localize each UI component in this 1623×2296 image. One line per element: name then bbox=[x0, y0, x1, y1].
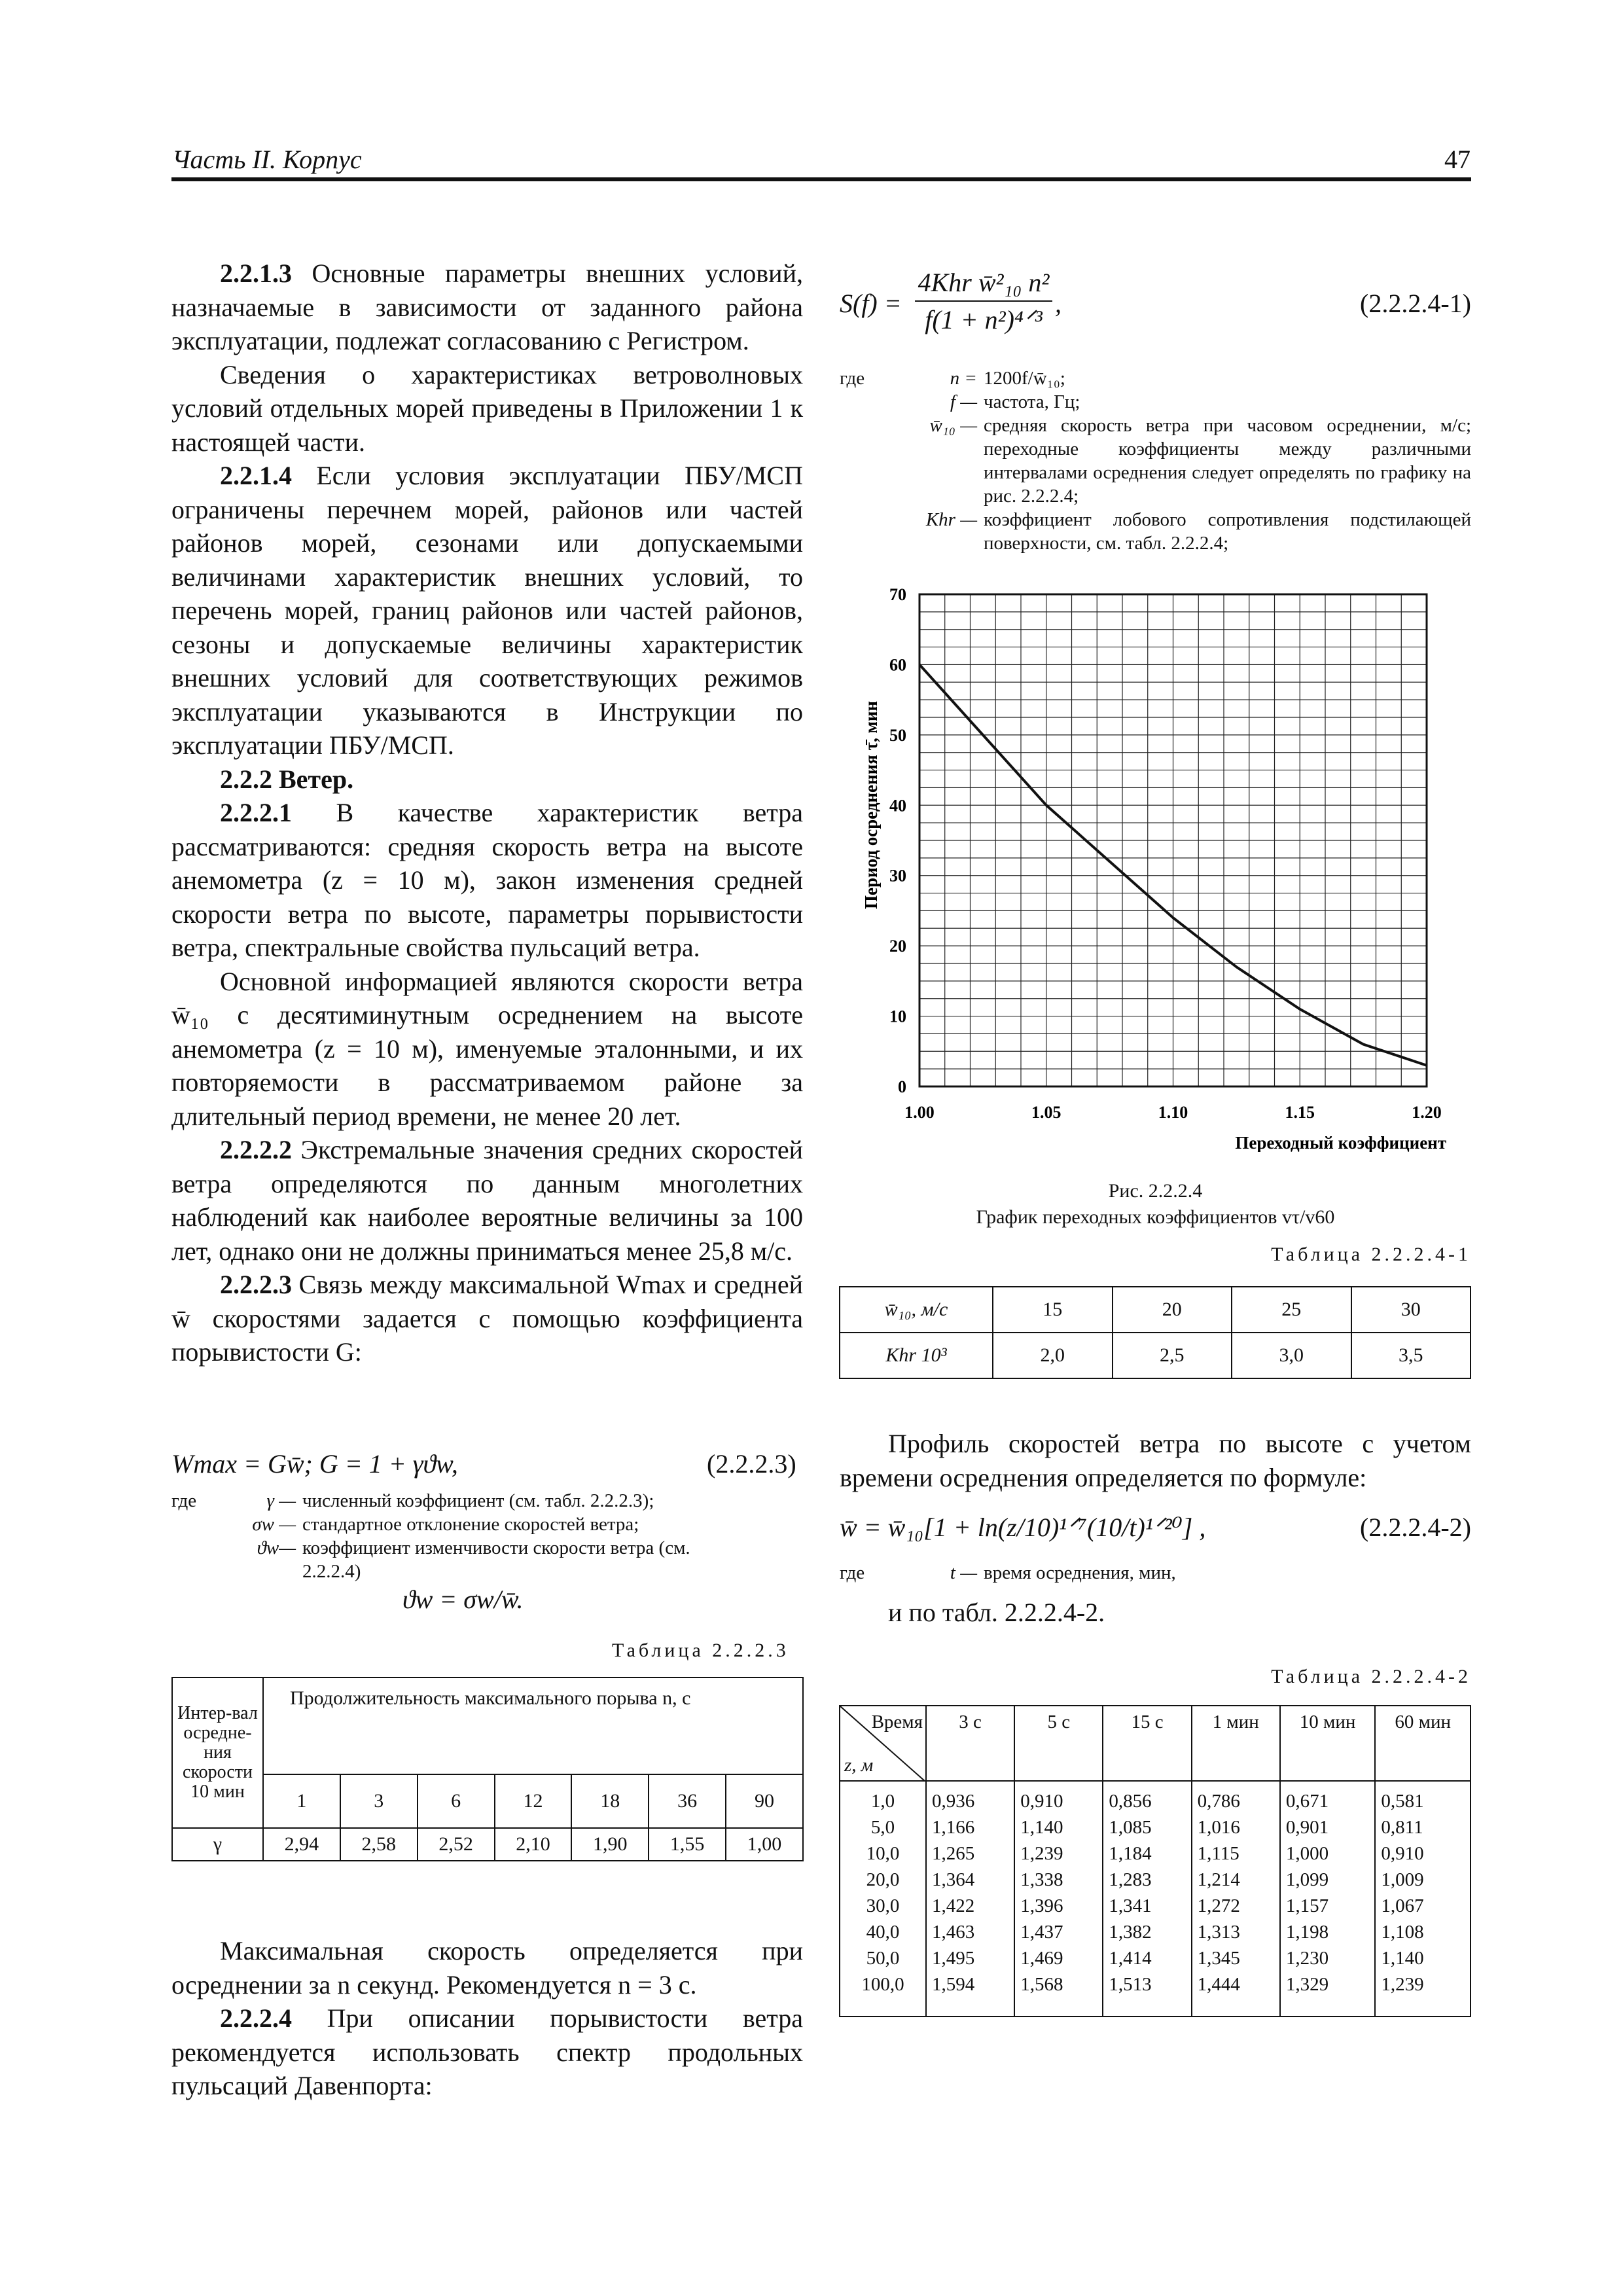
paragraph bbox=[171, 459, 803, 762]
where-block bbox=[840, 1561, 1176, 1585]
averaging-period-chart bbox=[851, 576, 1459, 1152]
table-value: 1,513 bbox=[1109, 1974, 1152, 1995]
figure-title: График переходных коэффициентов vτ/v60 bbox=[976, 1206, 1335, 1228]
header-cell: 18 bbox=[571, 1774, 649, 1828]
table-value: 1,463 bbox=[932, 1922, 975, 1943]
chart-grid bbox=[919, 594, 1427, 1086]
x-tick-label: 1.05 bbox=[1031, 1103, 1061, 1122]
table-column-cell bbox=[1375, 1781, 1471, 2017]
symbol: n = bbox=[950, 368, 977, 389]
row-header: w̄₁₀, м/с bbox=[840, 1287, 993, 1333]
table-value: 1,265 bbox=[932, 1843, 975, 1864]
formula-variability: ϑw = σw/w̄. bbox=[402, 1585, 524, 1614]
table-column-cell bbox=[1280, 1781, 1376, 2017]
table-value: 1,396 bbox=[1020, 1895, 1063, 1916]
table-column-cell bbox=[840, 1781, 926, 2017]
x-tick-label: 1.10 bbox=[1158, 1103, 1188, 1122]
paragraph-text: В качестве характеристик ветра рассматриваются: средняя скорость ветра на высоте анемометра (z = 10 м), закон изменения средней скорости ветра по высоте, параметры порывистости ветра, спектральные свойства пульсаций ветра. bbox=[171, 798, 803, 962]
y-axis-label: Период осреднения τ̄, мин bbox=[861, 701, 881, 909]
formula-tail: , bbox=[1055, 289, 1061, 318]
clause-number: 2.2.1.4 bbox=[220, 461, 292, 490]
paragraph bbox=[171, 1268, 803, 1369]
table-value: 1,000 bbox=[1285, 1843, 1329, 1864]
table-cell: 20 bbox=[1113, 1287, 1232, 1333]
fraction-numerator: 4Khr w̄²₁₀ n² bbox=[918, 268, 1050, 297]
table-value: 1,140 bbox=[1020, 1817, 1063, 1838]
table-value: 0,811 bbox=[1381, 1817, 1423, 1838]
table-value: 0,581 bbox=[1381, 1791, 1424, 1812]
table-value: 10,0 bbox=[866, 1843, 900, 1864]
table-value: 1,444 bbox=[1197, 1974, 1240, 1995]
left-column-bottom bbox=[171, 1934, 803, 2103]
table-value: 1,382 bbox=[1109, 1922, 1152, 1943]
paragraph: Профиль скоростей ветра по высоте с учетом времени осреднения определяется по формуле: bbox=[840, 1429, 1471, 1492]
symbol: f — bbox=[950, 391, 977, 412]
symbol: Khr — bbox=[925, 509, 977, 530]
table-value: 1,313 bbox=[1197, 1922, 1240, 1943]
table-cell: 2,52 bbox=[418, 1828, 495, 1861]
table-value: 1,495 bbox=[932, 1948, 975, 1969]
table-value: 1,198 bbox=[1285, 1922, 1329, 1943]
table-value: 100,0 bbox=[861, 1974, 904, 1995]
table-value: 1,239 bbox=[1381, 1974, 1424, 1995]
table-value: 1,272 bbox=[1197, 1895, 1240, 1916]
table-value: 0,910 bbox=[1020, 1791, 1063, 1812]
table-caption: Таблица 2.2.2.3 bbox=[612, 1640, 789, 1661]
table-value: 1,099 bbox=[1285, 1869, 1329, 1890]
where-label: где bbox=[171, 1490, 197, 1511]
row-label: γ bbox=[172, 1828, 263, 1861]
fraction-denominator: f(1 + n²)⁴ᐟ³ bbox=[925, 305, 1043, 334]
header-cell: 1 bbox=[263, 1774, 340, 1828]
table-caption: Таблица 2.2.2.4-1 bbox=[1271, 1244, 1471, 1265]
table-value: 1,283 bbox=[1109, 1869, 1152, 1890]
x-tick-label: 1.15 bbox=[1285, 1103, 1315, 1122]
table-value: 1,239 bbox=[1020, 1843, 1063, 1864]
table-cell: 3,5 bbox=[1351, 1333, 1471, 1378]
corner-top-label: Время bbox=[871, 1712, 923, 1732]
symbol: σw — bbox=[252, 1514, 296, 1535]
table-column-cell bbox=[926, 1781, 1014, 2017]
table-value: 0,901 bbox=[1285, 1817, 1329, 1838]
table-column-cell bbox=[1014, 1781, 1103, 2017]
table-value: 0,671 bbox=[1285, 1791, 1329, 1812]
y-tick-labels bbox=[889, 585, 906, 1096]
x-axis-label: Переходный коэффициент bbox=[1235, 1133, 1446, 1152]
symbol: ϑw— bbox=[257, 1537, 296, 1558]
table-value: 1,016 bbox=[1197, 1817, 1240, 1838]
page-number: 47 bbox=[1444, 145, 1471, 174]
table-value: 1,338 bbox=[1020, 1869, 1063, 1890]
formula-fraction bbox=[915, 267, 1052, 335]
table-value: 1,422 bbox=[932, 1895, 975, 1916]
clause-number: 2.2.1.3 bbox=[220, 259, 292, 288]
table-value: 0,856 bbox=[1109, 1791, 1152, 1812]
table-value: 1,341 bbox=[1109, 1895, 1152, 1916]
table-value: 1,115 bbox=[1197, 1843, 1240, 1864]
table-value: 40,0 bbox=[866, 1922, 900, 1943]
table-value: 1,009 bbox=[1381, 1869, 1424, 1890]
table-value: 1,345 bbox=[1197, 1948, 1240, 1969]
table-drag-coefficient bbox=[839, 1286, 1471, 1379]
definition: коэффициент лобового сопротивления подстилающей поверхности, см. табл. 2.2.2.4; bbox=[984, 509, 1471, 554]
table-cell: 3,0 bbox=[1232, 1333, 1351, 1378]
table-cell: 2,5 bbox=[1113, 1333, 1232, 1378]
table-value: 1,437 bbox=[1020, 1922, 1063, 1943]
table-value: 1,0 bbox=[870, 1791, 895, 1812]
clause-number: 2.2.2.3 bbox=[220, 1270, 292, 1299]
header-cell: Интер-вал осредне-ния скорости 10 мин bbox=[172, 1677, 263, 1828]
symbol: w̄₁₀ — bbox=[929, 415, 977, 436]
paragraph: Сведения о характеристиках ветроволновых условий отдельных морей приведены в Приложении 1 к настоящей части. bbox=[171, 359, 803, 457]
paragraph bbox=[171, 1133, 803, 1268]
table-value: 30,0 bbox=[866, 1895, 900, 1916]
corner-cell bbox=[840, 1706, 926, 1781]
table-value: 1,329 bbox=[1285, 1974, 1329, 1995]
y-tick-label: 0 bbox=[898, 1077, 906, 1096]
definition: численный коэффициент (см. табл. 2.2.2.3); bbox=[302, 1490, 654, 1511]
table-value: 0,936 bbox=[932, 1791, 975, 1812]
header-rule bbox=[171, 177, 1471, 181]
paragraph: и по табл. 2.2.2.4-2. bbox=[888, 1598, 1105, 1627]
table-value: 1,469 bbox=[1020, 1948, 1063, 1969]
table-value: 1,214 bbox=[1197, 1869, 1240, 1890]
definition: частота, Гц; bbox=[984, 391, 1080, 412]
table-caption: Таблица 2.2.2.4-2 bbox=[1271, 1666, 1471, 1687]
table-value: 1,594 bbox=[932, 1974, 975, 1995]
table-cell: 2,94 bbox=[263, 1828, 340, 1861]
table-value: 1,230 bbox=[1285, 1948, 1329, 1969]
section-heading bbox=[171, 762, 803, 797]
clause-number: 2.2.2.1 bbox=[220, 798, 292, 827]
table-column-cell bbox=[1192, 1781, 1280, 2017]
y-tick-label: 60 bbox=[889, 655, 906, 675]
header-cell: 5 с bbox=[1014, 1706, 1103, 1781]
y-tick-label: 20 bbox=[889, 937, 906, 956]
paragraph bbox=[171, 257, 803, 358]
symbol: t — bbox=[950, 1562, 977, 1583]
table-value: 5,0 bbox=[870, 1817, 895, 1838]
paragraph bbox=[171, 2001, 803, 2103]
header-cell: 3 bbox=[340, 1774, 418, 1828]
header-cell: Продолжительность максимального порыва n, с bbox=[263, 1677, 803, 1774]
left-column bbox=[171, 257, 803, 1369]
where-label: где bbox=[840, 1562, 865, 1583]
figure-number: Рис. 2.2.2.4 bbox=[1108, 1180, 1203, 1202]
formula-gust: Wmax = Gw̄; G = 1 + γϑw, bbox=[171, 1449, 458, 1479]
corner-bottom-label: z, м bbox=[844, 1755, 874, 1776]
table-column-cell bbox=[1103, 1781, 1191, 2017]
y-tick-label: 40 bbox=[889, 796, 906, 816]
table-value: 1,364 bbox=[932, 1869, 975, 1890]
table-value: 0,786 bbox=[1197, 1791, 1240, 1812]
table-cell: 1,90 bbox=[571, 1828, 649, 1861]
right-column-text bbox=[840, 1427, 1471, 1494]
table-value: 1,568 bbox=[1020, 1974, 1063, 1995]
table-value: 0,910 bbox=[1381, 1843, 1424, 1864]
y-tick-label: 10 bbox=[889, 1007, 906, 1026]
symbol: γ — bbox=[266, 1490, 296, 1511]
x-tick-label: 1.00 bbox=[904, 1103, 935, 1122]
y-tick-label: 50 bbox=[889, 725, 906, 745]
table-velocity-profile bbox=[839, 1705, 1471, 2017]
table-value: 1,184 bbox=[1109, 1843, 1152, 1864]
table-cell: 1,00 bbox=[726, 1828, 803, 1861]
where-block bbox=[840, 367, 1471, 555]
table-cell: 1,55 bbox=[649, 1828, 726, 1861]
table-value: 1,140 bbox=[1381, 1948, 1424, 1969]
formula-profile: w̄ = w̄₁₀[1 + ln(z/10)¹ᐟ⁷(10/t)¹ᐟ²⁰] , bbox=[840, 1513, 1206, 1542]
y-tick-label: 70 bbox=[889, 585, 906, 604]
table-value: 1,166 bbox=[932, 1817, 975, 1838]
table-value: 20,0 bbox=[866, 1869, 900, 1890]
where-block bbox=[171, 1489, 800, 1583]
definition: стандартное отклонение скоростей ветра; bbox=[302, 1514, 639, 1535]
table-cell: 2,10 bbox=[495, 1828, 572, 1861]
table-value: 1,157 bbox=[1285, 1895, 1329, 1916]
paragraph: Основной информацией являются скорости ветра w̄₁₀ с десятиминутным осреднением на высоте анемометра (z = 10 м), именуемые эталонными, и их повторяемости в рассматриваемом районе за длительный период времени, не менее 20 лет. bbox=[171, 966, 803, 1131]
table-value: 1,414 bbox=[1109, 1948, 1152, 1969]
running-header: Часть II. Корпус bbox=[172, 145, 362, 174]
definition: 1200f/w̄₁₀; bbox=[984, 368, 1065, 389]
row-header: Khr 10³ bbox=[840, 1333, 993, 1378]
header-cell: 6 bbox=[418, 1774, 495, 1828]
x-tick-label: 1.20 bbox=[1412, 1103, 1442, 1122]
y-tick-label: 30 bbox=[889, 866, 906, 886]
definition: время осреднения, мин, bbox=[984, 1562, 1176, 1583]
clause-number: 2.2.2.2 bbox=[220, 1135, 292, 1164]
paragraph-text: При описании порывистости ветра рекомендуется использовать спектр продольных пульсаций Давенпорта: bbox=[171, 2003, 803, 2100]
clause-number: 2.2.2.4 bbox=[220, 2003, 292, 2033]
fraction-bar bbox=[915, 300, 1052, 302]
table-value: 50,0 bbox=[866, 1948, 900, 1969]
table-cell: 2,0 bbox=[993, 1333, 1113, 1378]
header-cell: 60 мин bbox=[1375, 1706, 1471, 1781]
paragraph-text: Связь между максимальной Wmax и средней w̄ скоростями задается с помощью коэффициента порывистости G: bbox=[171, 1270, 803, 1367]
table-cell: 15 bbox=[993, 1287, 1113, 1333]
header-cell: 3 с bbox=[926, 1706, 1014, 1781]
table-value: 1,108 bbox=[1381, 1922, 1424, 1943]
table-gust-coefficients bbox=[171, 1677, 804, 1861]
header-cell: 10 мин bbox=[1280, 1706, 1376, 1781]
header-cell: 1 мин bbox=[1192, 1706, 1280, 1781]
paragraph: Максимальная скорость определяется при осреднении за n секунд. Рекомендуется n = 3 с. bbox=[171, 1936, 803, 2000]
paragraph-text: Экстремальные значения средних скоростей ветра определяются по данным многолетних наблюдений как наиболее вероятные величины за 100 лет, однако они не должны приниматься менее 25,8 м/с. bbox=[171, 1135, 803, 1266]
table-value: 1,085 bbox=[1109, 1817, 1152, 1838]
formula-number: (2.2.2.3) bbox=[707, 1449, 796, 1479]
formula-lhs: S(f) = bbox=[840, 289, 902, 318]
table-cell: 30 bbox=[1351, 1287, 1471, 1333]
table-cell: 25 bbox=[1232, 1287, 1351, 1333]
header-cell: 12 bbox=[495, 1774, 572, 1828]
paragraph bbox=[171, 796, 803, 965]
formula-number: (2.2.2.4-2) bbox=[1360, 1513, 1471, 1542]
paragraph-text: Если условия эксплуатации ПБУ/МСП ограничены перечнем морей, районов или частей районов морей, сезонами или допускаемыми величинами характеристик внешних условий, то перечень морей, границ районов или частей районов, сезоны и допускаемые величины характеристик внешних условий для соответствующих режимов эксплуатации указываются в Инструкции по эксплуатации ПБУ/МСП. bbox=[171, 461, 803, 760]
header-cell: 90 bbox=[726, 1774, 803, 1828]
heading-text: 2.2.2 Ветер. bbox=[220, 764, 354, 794]
definition: средняя скорость ветра при часовом осреднении, м/с; переходные коэффициенты между различными интервалами осреднения следует определять по графику на рис. 2.2.2.4; bbox=[984, 415, 1471, 507]
figure-caption bbox=[840, 1178, 1471, 1230]
header-cell: 36 bbox=[649, 1774, 726, 1828]
formula-number: (2.2.2.4-1) bbox=[1360, 289, 1471, 318]
table-value: 1,067 bbox=[1381, 1895, 1424, 1916]
paragraph-text: Основные параметры внешних условий, назначаемые в зависимости от заданного района эксплуатации, подлежат согласованию с Регистром. bbox=[171, 259, 803, 355]
header-cell: 15 с bbox=[1103, 1706, 1191, 1781]
where-label: где bbox=[840, 368, 865, 389]
x-tick-labels bbox=[904, 1103, 1442, 1122]
definition: коэффициент изменчивости скорости ветра (см. 2.2.2.4) bbox=[302, 1537, 690, 1582]
table-cell: 2,58 bbox=[340, 1828, 418, 1861]
